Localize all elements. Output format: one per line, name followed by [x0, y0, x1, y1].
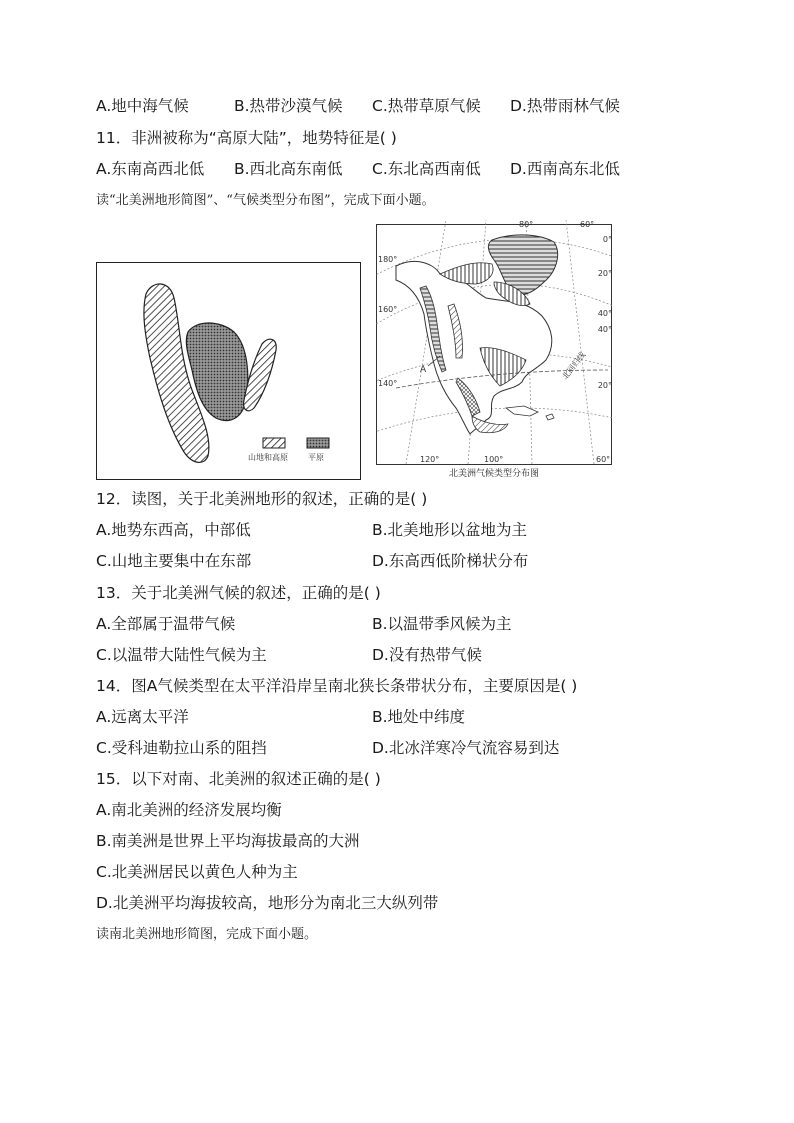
q13-option-a[interactable]: A.全部属于温带气候 [96, 615, 236, 633]
q14-option-d[interactable]: D.北冰洋寒冷气流容易到达 [372, 739, 560, 757]
lat-label: 140° [378, 379, 398, 388]
q10-option-b[interactable]: B.热带沙漠气候 [234, 97, 343, 115]
q13-option-d[interactable]: D.没有热带气候 [372, 646, 482, 664]
q14-option-b[interactable]: B.地处中纬度 [372, 708, 466, 726]
q15-option-a[interactable]: A.南北美洲的经济发展均衡 [96, 801, 282, 819]
q11-option-d[interactable]: D.西南高东北低 [510, 160, 620, 178]
lat-label: 160° [378, 305, 398, 314]
q13-stem: 13．关于北美洲气候的叙述，正确的是( ) [96, 584, 381, 602]
q10-option-c[interactable]: C.热带草原气候 [372, 97, 481, 115]
q15-option-b[interactable]: B.南美洲是世界上平均海拔最高的大洲 [96, 832, 360, 850]
lon-label: 60° [596, 455, 611, 464]
lat-label: 0° [602, 235, 612, 244]
tropic-label: 北回归线 [560, 350, 588, 382]
q13-option-b[interactable]: B.以温带季风候为主 [372, 615, 512, 633]
intro-text-1: 读“北美洲地形简图”、“气候类型分布图”，完成下面小题。 [96, 193, 435, 208]
terrain-sketch-map [96, 262, 361, 480]
zone-a-label: A [420, 365, 427, 375]
q12-option-b[interactable]: B.北美地形以盆地为主 [372, 521, 528, 539]
q14-option-c[interactable]: C.受科迪勒拉山系的阻挡 [96, 739, 267, 757]
intro-text-2: 读南北美洲地形简图，完成下面小题。 [96, 927, 318, 942]
climate-distribution-map [376, 220, 612, 482]
lat-label: 20° [597, 269, 612, 278]
lat-label: 40° [597, 325, 612, 334]
q11-stem: 11．非洲被称为“高原大陆”，地势特征是( ) [96, 129, 397, 147]
lon-label: 60° [580, 220, 595, 229]
q15-option-d[interactable]: D.北美洲平均海拔较高，地形分为南北三大纵列带 [96, 894, 439, 912]
q11-option-a[interactable]: A.东南高西北低 [96, 160, 205, 178]
climate-map-caption: 北美洲气候类型分布图 [448, 469, 540, 479]
q12-stem: 12．读图，关于北美洲地形的叙述，正确的是( ) [96, 490, 428, 508]
q15-option-c[interactable]: C.北美洲居民以黄色人种为主 [96, 863, 298, 881]
q12-option-c[interactable]: C.山地主要集中在东部 [96, 552, 252, 570]
q10-option-d[interactable]: D.热带雨林气候 [510, 97, 620, 115]
q12-option-d[interactable]: D.东高西低阶梯状分布 [372, 552, 529, 570]
q12-option-a[interactable]: A.地势东西高，中部低 [96, 521, 251, 539]
lon-label: 120° [420, 455, 440, 464]
lon-label: 100° [484, 455, 504, 464]
q13-option-c[interactable]: C.以温带大陆性气候为主 [96, 646, 267, 664]
legend-mountain-swatch [263, 438, 285, 448]
legend-plain-label: 平原 [308, 453, 324, 462]
lat-label: 180° [378, 255, 398, 264]
q10-option-a[interactable]: A.地中海气候 [96, 97, 189, 115]
q15-stem: 15．以下对南、北美洲的叙述正确的是( ) [96, 770, 381, 788]
q14-option-a[interactable]: A.远离太平洋 [96, 708, 189, 726]
lon-label: 80° [519, 220, 534, 229]
lat-label: 20° [597, 381, 612, 390]
q11-option-b[interactable]: B.西北高东南低 [234, 160, 343, 178]
legend-mountain-label: 山地和高原 [248, 453, 288, 462]
lat-label: 40° [597, 309, 612, 318]
legend-plain-swatch [307, 438, 329, 448]
q14-stem: 14．图A气候类型在太平洋沿岸呈南北狭长条带状分布，主要原因是( ) [96, 677, 578, 695]
q11-option-c[interactable]: C.东北高西南低 [372, 160, 481, 178]
